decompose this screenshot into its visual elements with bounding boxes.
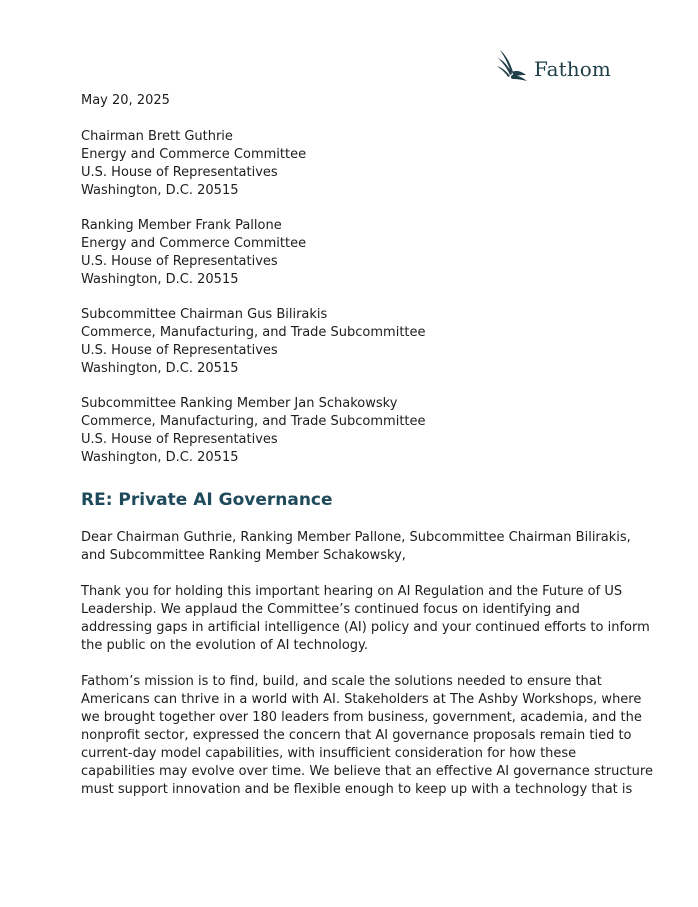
address-line: Subcommittee Chairman Gus Bilirakis — [81, 307, 328, 322]
address-line: U.S. House of Representatives — [81, 343, 278, 358]
paragraph-line: we brought together over 180 leaders from business, government, academia, and the — [81, 710, 642, 725]
address-line: Washington, D.C. 20515 — [81, 361, 239, 376]
address-line: Chairman Brett Guthrie — [81, 129, 233, 144]
paragraph-line: nonprofit sector, expressed the concern that AI governance proposals remain tied to — [81, 728, 632, 743]
address-line: Ranking Member Frank Pallone — [81, 218, 282, 233]
paragraph-line: the public on the evolution of AI technology. — [81, 638, 369, 653]
recipient-address — [81, 395, 626, 467]
paragraph — [81, 673, 653, 799]
fathom-logo — [496, 48, 611, 84]
paragraph-line: current-day model capabilities, with insufficient consideration for how these — [81, 746, 577, 761]
paragraph-line: and Subcommittee Ranking Member Schakowsky, — [81, 548, 406, 563]
paragraph-line: Americans can thrive in a world with AI. Stakeholders at The Ashby Workshops, where — [81, 692, 642, 707]
recipient-address — [81, 306, 626, 378]
address-line: Energy and Commerce Committee — [81, 147, 307, 162]
address-line: Subcommittee Ranking Member Jan Schakowsky — [81, 396, 398, 411]
paragraph-line: must support innovation and be flexible enough to keep up with a technology that is — [81, 782, 633, 797]
paragraph-line: capabilities may evolve over time. We believe that an effective AI governance structure — [81, 764, 653, 779]
paragraph-line: addressing gaps in artificial intelligence (AI) policy and your continued efforts to inform — [81, 620, 650, 635]
address-line: Washington, D.C. 20515 — [81, 183, 239, 198]
paragraph — [81, 583, 650, 655]
address-line: U.S. House of Representatives — [81, 165, 278, 180]
address-line: Washington, D.C. 20515 — [81, 272, 239, 287]
address-line: Commerce, Manufacturing, and Trade Subcommittee — [81, 325, 426, 340]
address-line: Washington, D.C. 20515 — [81, 450, 239, 465]
subject-heading: RE: Private AI Governance — [81, 490, 333, 510]
logo-wordmark: Fathom — [534, 57, 611, 81]
recipient-address — [81, 128, 626, 200]
address-line: U.S. House of Representatives — [81, 254, 278, 269]
paragraph-line: Leadership. We applaud the Committee’s continued focus on identifying and — [81, 602, 580, 617]
letter-date: May 20, 2025 — [81, 93, 170, 108]
paragraph-line: Fathom’s mission is to find, build, and scale the solutions needed to ensure that — [81, 674, 602, 689]
letter-body — [81, 92, 653, 817]
recipient-address — [81, 217, 626, 289]
paragraph-line: Thank you for holding this important hearing on AI Regulation and the Future of US — [81, 584, 623, 599]
address-line: Commerce, Manufacturing, and Trade Subcommittee — [81, 414, 426, 429]
paragraph-line: Dear Chairman Guthrie, Ranking Member Pallone, Subcommittee Chairman Bilirakis, — [81, 530, 631, 545]
address-line: Energy and Commerce Committee — [81, 236, 307, 251]
fathom-wing-icon — [496, 48, 530, 84]
address-line: U.S. House of Representatives — [81, 432, 278, 447]
salutation — [81, 529, 631, 565]
